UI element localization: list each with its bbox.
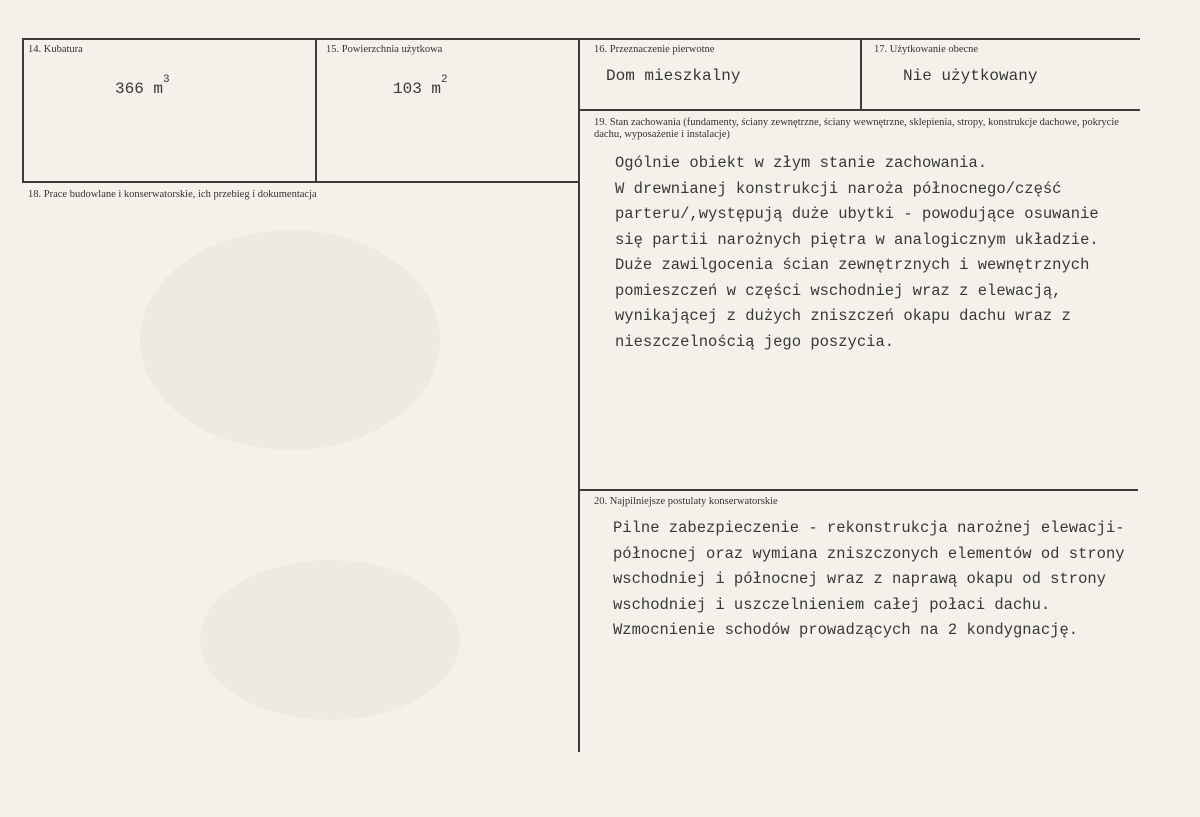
value-powierzchnia xyxy=(393,74,448,98)
label-stan-zachowania: 19. Stan zachowania (fundamenty, ściany zewnętrzne, ściany wewnętrzne, sklepienia, stropy, konstrukcje dachowe, pokrycie dachu, wyposażenie i instalacje) xyxy=(594,117,1119,140)
paper-stain xyxy=(140,230,440,450)
value-kubatura-number: 366 m xyxy=(115,80,164,98)
stan-line: się partii narożnych piętra w analogicznym układzie. xyxy=(615,230,1099,249)
value-powierzchnia-number: 103 m xyxy=(393,80,442,98)
rule-right-row xyxy=(580,109,1140,111)
label-kubatura: 14. Kubatura xyxy=(28,44,83,55)
stan-line: nieszczelnością jego poszycia. xyxy=(615,332,895,351)
postulaty-line: północnej oraz wymiana zniszczonych elementów od strony xyxy=(613,544,1125,563)
rule-divider-16-17 xyxy=(860,38,862,109)
postulaty-line: wschodniej i uszczelnieniem całej połaci dachu. xyxy=(613,595,1051,614)
stan-line: wynikającej z dużych zniszczeń okapu dachu wraz z xyxy=(615,307,1071,325)
label-powierzchnia: 15. Powierzchnia użytkowa xyxy=(326,44,443,55)
postulaty-text xyxy=(613,516,1125,644)
stan-line: parteru/,występują duże ubytki - powodujące osuwanie xyxy=(615,205,1099,223)
postulaty-line: Pilne zabezpieczenie - rekonstrukcja narożnej elewacji- xyxy=(613,519,1125,537)
rule-divider-14-15 xyxy=(315,38,317,181)
postulaty-line: wschodniej i północnej wraz z naprawą okapu od strony xyxy=(613,570,1106,588)
value-uzytkowanie: Nie użytkowany xyxy=(903,67,1038,85)
label-przeznaczenie: 16. Przeznaczenie pierwotne xyxy=(594,44,715,55)
left-edge-rule xyxy=(22,38,24,181)
stan-line: pomieszczeń w części wschodniej wraz z elewacją, xyxy=(615,281,1062,300)
postulaty-line: Wzmocnienie schodów prowadzących na 2 kondygnację. xyxy=(613,621,1079,639)
stan-line: Duże zawilgocenia ścian zewnętrznych i wewnętrznych xyxy=(615,256,1090,274)
value-przeznaczenie: Dom mieszkalny xyxy=(606,67,741,85)
stan-line: W drewnianej konstrukcji naroża północnego/część xyxy=(615,179,1062,198)
rule-section-20 xyxy=(580,489,1138,491)
label-postulaty: 20. Najpilniejsze postulaty konserwatorskie xyxy=(594,496,778,507)
label-prace-budowlane: 18. Prace budowlane i konserwatorskie, ich przebieg i dokumentacja xyxy=(28,189,317,200)
top-rule xyxy=(22,38,1140,40)
center-vertical-rule xyxy=(578,38,580,752)
label-uzytkowanie: 17. Użytkowanie obecne xyxy=(874,44,979,55)
stan-zachowania-text xyxy=(615,151,1099,355)
value-powierzchnia-exponent: 2 xyxy=(441,74,448,86)
paper-stain xyxy=(200,560,460,720)
rule-left-row xyxy=(22,181,580,183)
value-kubatura-exponent: 3 xyxy=(163,74,170,86)
value-kubatura xyxy=(115,74,170,98)
stan-line: Ogólnie obiekt w złym stanie zachowania. xyxy=(615,154,988,172)
